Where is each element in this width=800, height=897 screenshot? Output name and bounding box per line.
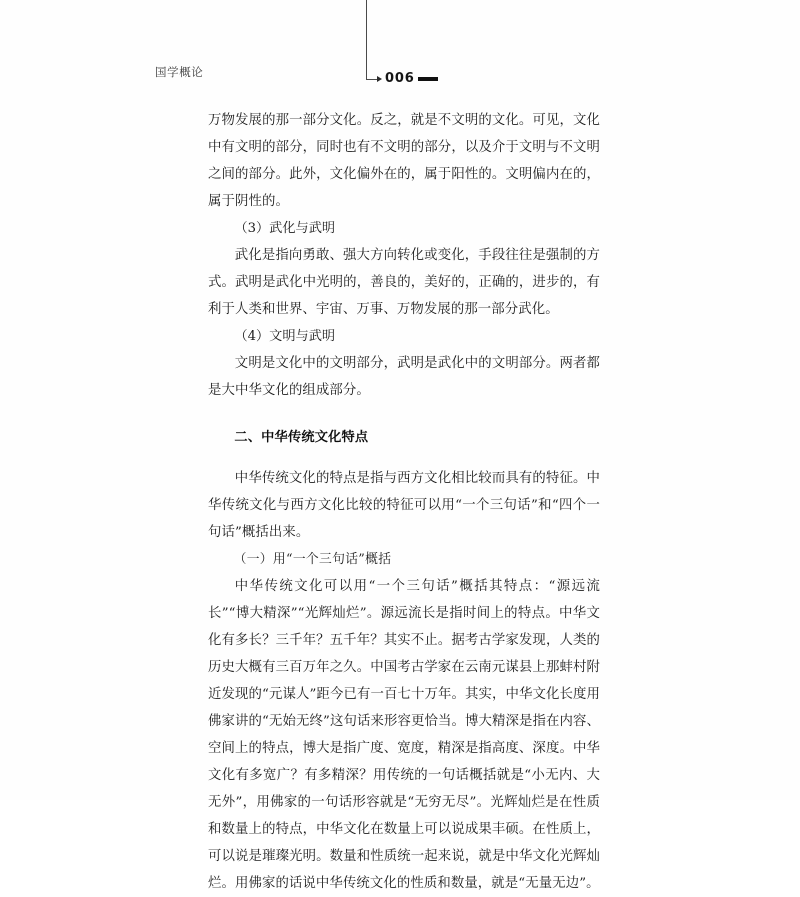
paragraph-wenming-wuming: 文明是文化中的文明部分，武明是武化中的文明部分。两者都是大中华文化的组成部分。 bbox=[208, 356, 600, 398]
subheading-wuhua-wuming: （3）武化与武明 bbox=[234, 221, 336, 236]
text-column bbox=[208, 107, 600, 897]
running-head-title: 国学概论 bbox=[155, 65, 204, 79]
paragraph-continuation: 万物发展的那一部分文化。反之，就是不文明的文化。可见，文化中有文明的部分，同时也有不文明的部分，以及介于文明与不文明之间的部分。此外，文化偏外在的，属于阳性的。文明偏内在的，属于阴性的。 bbox=[208, 113, 600, 209]
section-heading-chinese-culture-features: 二、中华传统文化特点 bbox=[234, 430, 369, 445]
paragraph-wuhua-wuming: 武化是指向勇敢、强大方向转化或变化，手段往往是强制的方式。武明是武化中光明的，善良的，美好的，正确的，进步的，有利于人类和世界、宇宙、万事、万物发展的那一部分武化。 bbox=[208, 248, 600, 317]
folio-vertical-rule bbox=[366, 0, 367, 80]
subheading-wenming-wuming: （4）文明与武明 bbox=[234, 329, 336, 344]
paragraph-subsection-one-body: 中华传统文化可以用“一个三句话”概括其特点：“源远流长”“博大精深”“光辉灿烂”。源远流长是指时间上的特点。中华文化有多长？三千年？五千年？其实不止。据考古学家发现，人类的历史大概有三百万年之久。中国考古学家在云南元谋县上那蚌村附近发现的“元谋人”距今已有一百七十万年。其实，中华文化长度用佛家讲的“无始无终”这句话来形容更恰当。博大精深是指在内容、空间上的特点，博大是指广度、宽度，精深是指高度、深度。中华文化有多宽广？有多精深？用传统的一句话概括就是“小无内、大无外”，用佛家的一句话形容就是“无穷无尽”。光辉灿烂是在性质和数量上的特点，中华文化在数量上可以说成果丰硕。在性质上，可以说是璀璨光明。数量和性质统一起来说，就是中华文化光辉灿烂。用佛家的话说中华传统文化的性质和数量，就是“无量无边”。 bbox=[208, 579, 600, 891]
folio-decorative-bar bbox=[418, 77, 438, 81]
page-number: 006 bbox=[385, 71, 415, 86]
folio-block bbox=[360, 0, 460, 96]
subheading-one-three-sentences: （一）用“一个三句话”概括 bbox=[233, 552, 392, 567]
paragraph-section-two-intro: 中华传统文化的特点是指与西方文化相比较而具有的特征。中华传统文化与西方文化比较的特征可以用“一个三句话”和“四个一句话”概括出来。 bbox=[208, 471, 600, 540]
arrow-right-icon bbox=[377, 76, 382, 82]
